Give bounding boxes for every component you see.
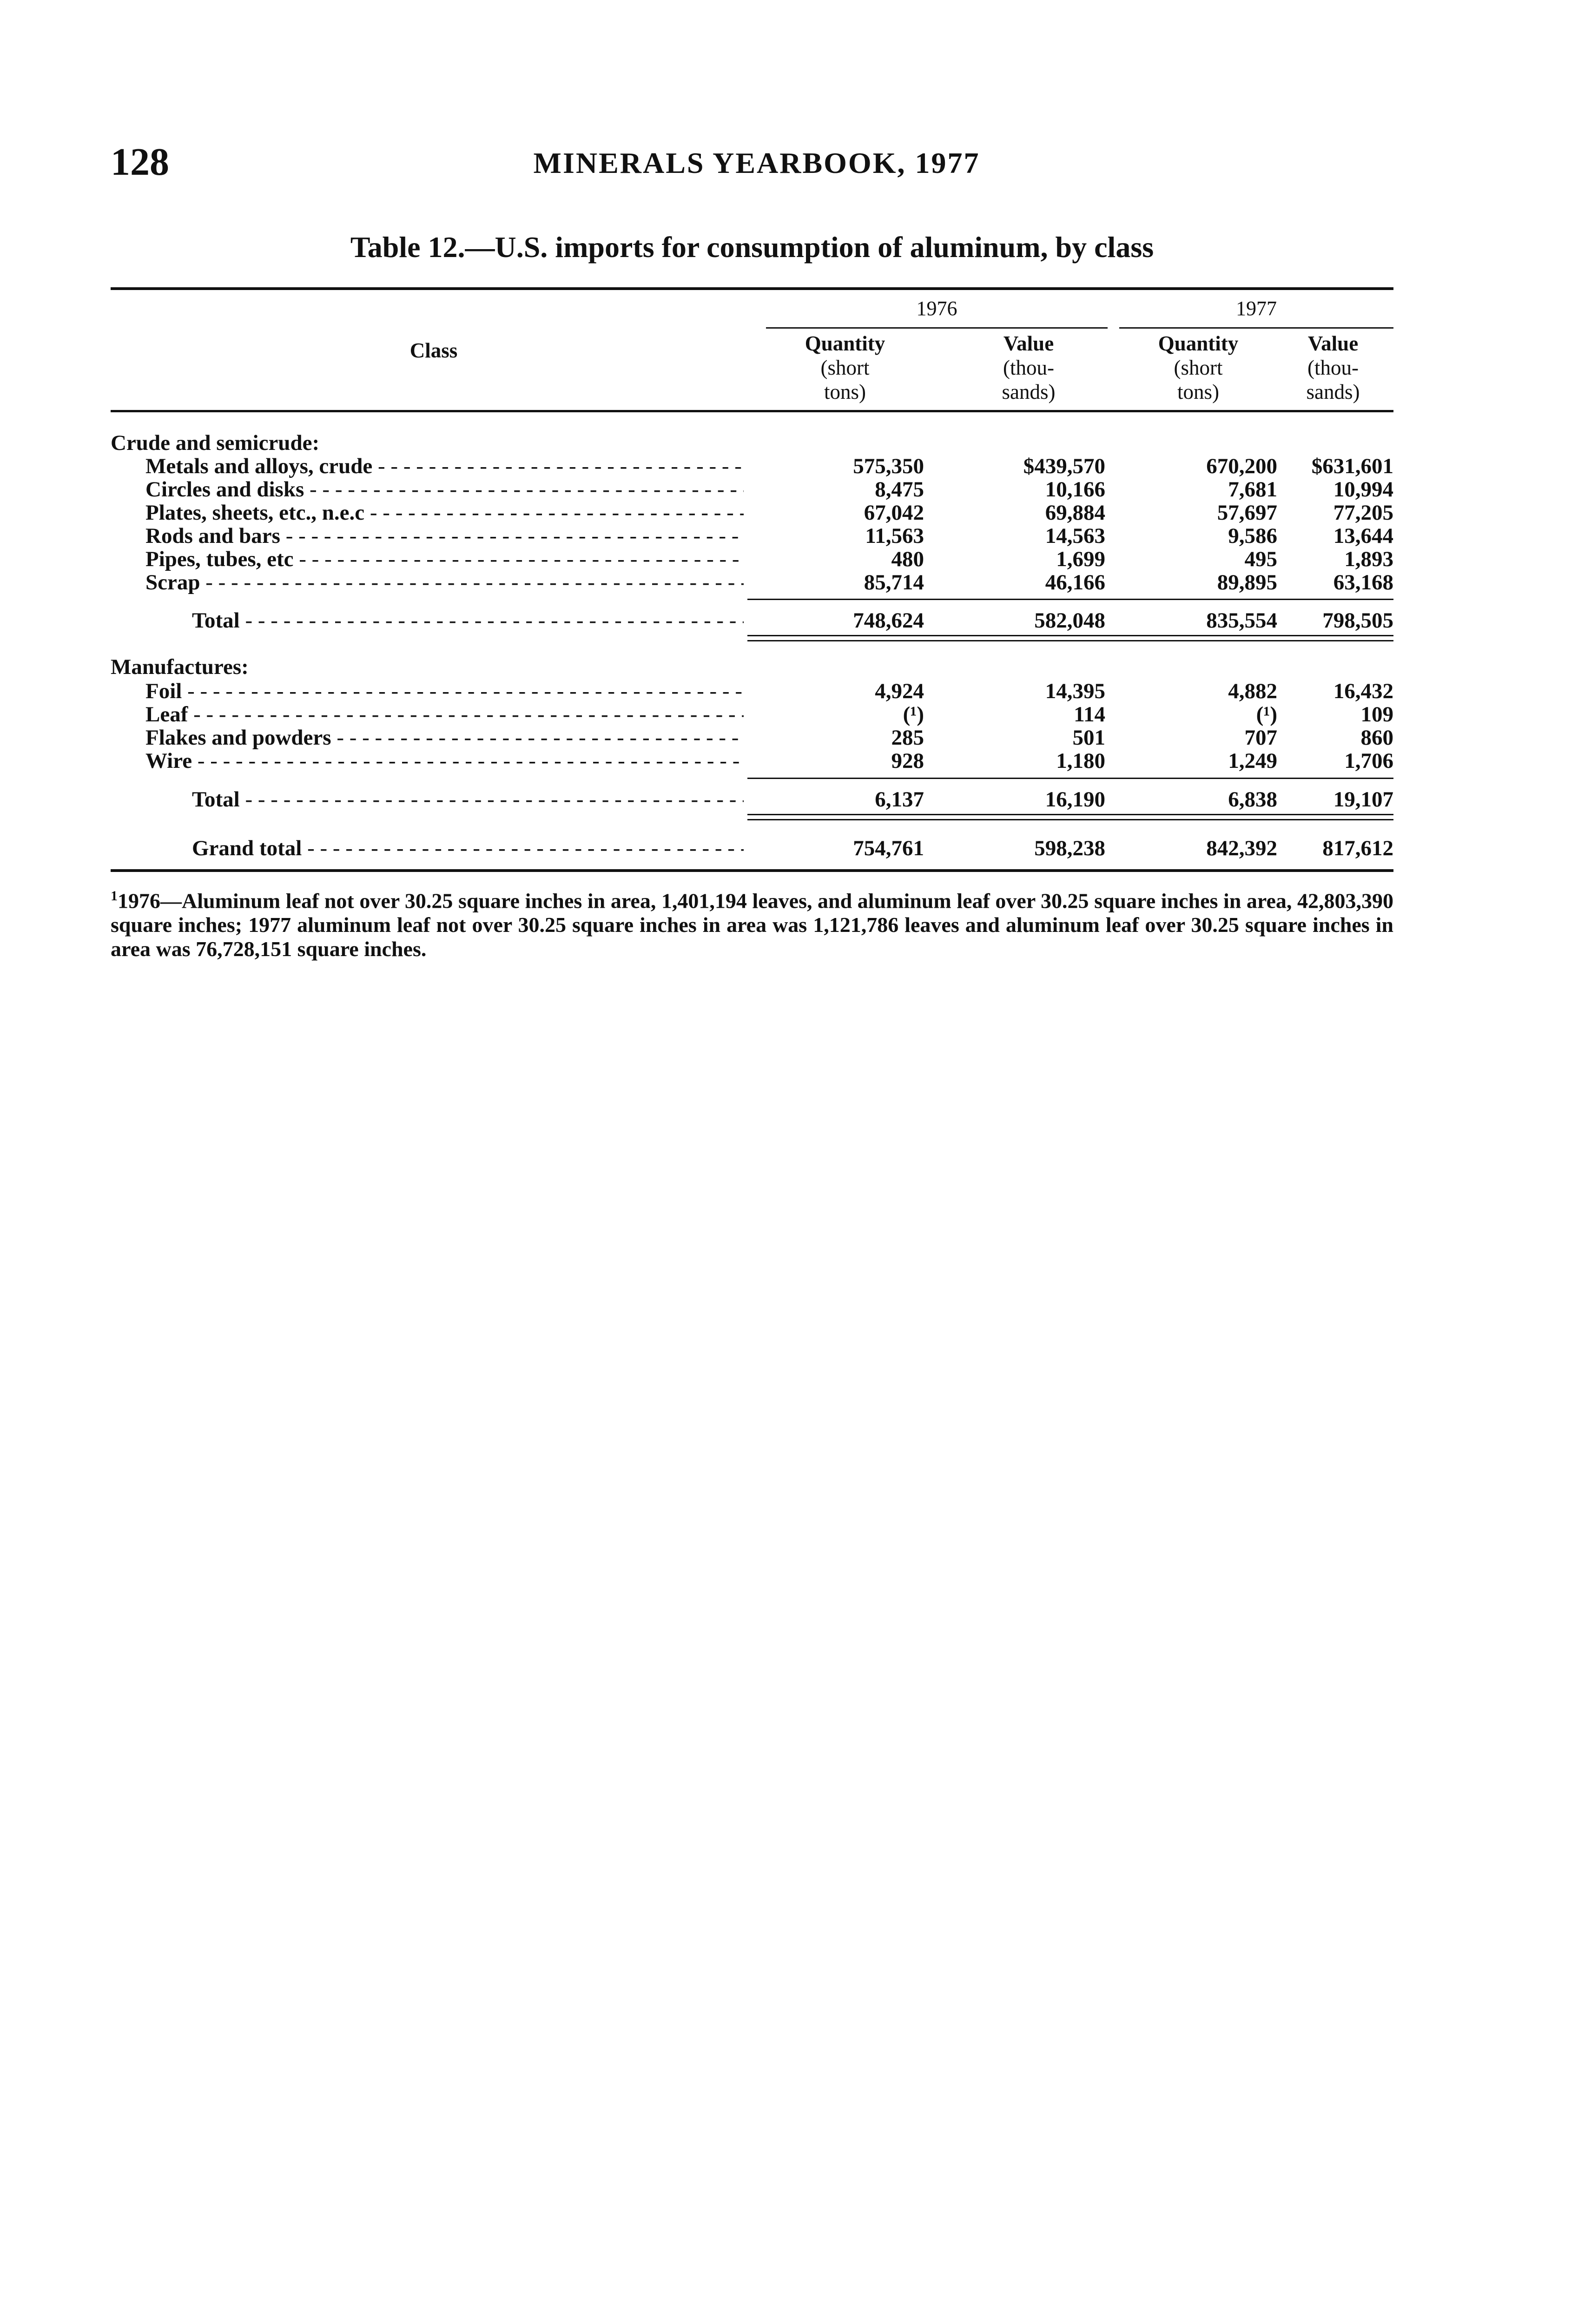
cell-value-1976: 582,048 bbox=[1034, 608, 1105, 633]
running-head bbox=[111, 139, 1403, 200]
column-header-line: Value bbox=[1003, 332, 1054, 355]
table-bottom-rule bbox=[111, 869, 1393, 872]
table-row bbox=[111, 679, 1393, 703]
cell-quantity-1977: 495 bbox=[1244, 547, 1277, 571]
total-row-manufactures bbox=[111, 787, 1393, 811]
column-header-quantity-1976 bbox=[766, 331, 924, 404]
cell-value-1977: 109 bbox=[1360, 702, 1393, 726]
cell-quantity-1976: 575,350 bbox=[853, 454, 924, 478]
row-label: Leaf - - - bbox=[111, 702, 744, 727]
table-row bbox=[111, 570, 1393, 594]
column-header-line: Quantity bbox=[1158, 332, 1239, 355]
section-heading-crude bbox=[111, 430, 1393, 455]
column-header-quantity-1977 bbox=[1119, 331, 1277, 404]
row-label: Rods and bars - - - bbox=[111, 523, 744, 548]
column-header-line: Quantity bbox=[805, 332, 885, 355]
year-rule-1977 bbox=[1119, 327, 1393, 329]
cell-quantity-1976: 928 bbox=[891, 749, 924, 773]
total-double-rule bbox=[747, 635, 1393, 641]
cell-value-1977: 798,505 bbox=[1322, 608, 1393, 633]
year-rule-1976 bbox=[766, 327, 1108, 329]
row-label: Grand total - - - bbox=[111, 836, 744, 861]
total-double-rule bbox=[747, 814, 1393, 820]
cell-value-1977: 1,706 bbox=[1344, 749, 1393, 773]
column-header-line: (short bbox=[820, 356, 870, 379]
row-label: Metals and alloys, crude - - - bbox=[111, 454, 744, 479]
cell-value-1976: 501 bbox=[1072, 726, 1105, 750]
table-top-rule bbox=[111, 287, 1393, 290]
cell-value-1977: 63,168 bbox=[1333, 570, 1393, 594]
cell-quantity-1977: 1,249 bbox=[1228, 749, 1277, 773]
cell-value-1977: 13,644 bbox=[1333, 524, 1393, 548]
cell-quantity-1976: 754,761 bbox=[853, 836, 924, 860]
cell-value-1976: 16,190 bbox=[1045, 787, 1105, 812]
header-bottom-rule bbox=[111, 410, 1393, 412]
cell-value-1976: $439,570 bbox=[1023, 454, 1105, 478]
cell-quantity-1976: 85,714 bbox=[864, 570, 924, 594]
cell-value-1976: 14,563 bbox=[1045, 524, 1105, 548]
cell-value-1977: 77,205 bbox=[1333, 501, 1393, 525]
year-header-1976: 1976 bbox=[916, 297, 957, 320]
cell-quantity-1976: (¹) bbox=[903, 702, 924, 726]
cell-quantity-1977: 707 bbox=[1244, 726, 1277, 750]
cell-quantity-1977: 842,392 bbox=[1206, 836, 1277, 860]
column-header-value-1976 bbox=[952, 331, 1105, 404]
table-footnote bbox=[111, 884, 1393, 961]
table-row bbox=[111, 454, 1393, 478]
row-label: Scrap - - - bbox=[111, 570, 744, 595]
cell-quantity-1977: 670,200 bbox=[1206, 454, 1277, 478]
row-label: Total - - - bbox=[111, 787, 744, 812]
cell-quantity-1977: 57,697 bbox=[1217, 501, 1277, 525]
column-header-class: Class bbox=[409, 339, 458, 362]
year-header-1977: 1977 bbox=[1236, 297, 1277, 320]
cell-quantity-1977: (¹) bbox=[1256, 702, 1277, 726]
cell-value-1976: 598,238 bbox=[1034, 836, 1105, 860]
cell-quantity-1976: 285 bbox=[891, 726, 924, 750]
cell-quantity-1976: 67,042 bbox=[864, 501, 924, 525]
section-heading-label: Manufactures: bbox=[111, 655, 249, 679]
row-label: Plates, sheets, etc., n.e.c - - - bbox=[111, 500, 744, 525]
total-row-crude bbox=[111, 608, 1393, 632]
page-number: 128 bbox=[111, 140, 169, 184]
cell-value-1976: 1,180 bbox=[1056, 749, 1105, 773]
cell-value-1976: 69,884 bbox=[1045, 501, 1105, 525]
footnote-marker: 1 bbox=[111, 888, 118, 904]
cell-value-1977: 16,432 bbox=[1333, 679, 1393, 703]
section-heading-manufactures bbox=[111, 654, 1393, 679]
subtotal-rule bbox=[747, 599, 1393, 600]
row-label: Circles and disks - - - bbox=[111, 477, 744, 502]
cell-quantity-1977: 7,681 bbox=[1228, 477, 1277, 502]
cell-quantity-1977: 6,838 bbox=[1228, 787, 1277, 812]
running-title: MINERALS YEARBOOK, 1977 bbox=[533, 146, 980, 179]
cell-quantity-1976: 4,924 bbox=[875, 679, 924, 703]
row-label: Flakes and powders - - - bbox=[111, 725, 744, 750]
column-header-line: sands) bbox=[1002, 380, 1056, 403]
footnote-text: 1976—Aluminum leaf not over 30.25 square inches in area, 1,401,194 leaves, and aluminum leaf over 30.25 square inches in area, 42,803,390 square inches; 1977 aluminum leaf not over 30.25 square inches in area was 1,121,786 leaves and aluminum leaf over 30.25 square inches in area was 76,728,151 square inches. bbox=[111, 889, 1393, 961]
cell-value-1977: 817,612 bbox=[1322, 836, 1393, 860]
table-row bbox=[111, 547, 1393, 571]
column-header-line: Value bbox=[1307, 332, 1359, 355]
cell-quantity-1977: 9,586 bbox=[1228, 524, 1277, 548]
table-row bbox=[111, 500, 1393, 524]
cell-value-1976: 10,166 bbox=[1045, 477, 1105, 502]
column-header-line: (thou- bbox=[1307, 356, 1359, 379]
cell-quantity-1976: 11,563 bbox=[865, 524, 924, 548]
cell-quantity-1976: 748,624 bbox=[853, 608, 924, 633]
table-row bbox=[111, 748, 1393, 772]
cell-quantity-1976: 8,475 bbox=[875, 477, 924, 502]
cell-value-1977: 10,994 bbox=[1333, 477, 1393, 502]
table-row bbox=[111, 725, 1393, 749]
cell-quantity-1977: 835,554 bbox=[1206, 608, 1277, 633]
cell-value-1977: $631,601 bbox=[1311, 454, 1393, 478]
table-row bbox=[111, 523, 1393, 548]
cell-quantity-1976: 6,137 bbox=[875, 787, 924, 812]
cell-quantity-1977: 89,895 bbox=[1217, 570, 1277, 594]
row-label: Total - - - bbox=[111, 608, 744, 633]
section-heading-label: Crude and semicrude: bbox=[111, 431, 320, 455]
column-header-line: (thou- bbox=[1003, 356, 1054, 379]
row-label: Wire - - - bbox=[111, 748, 744, 773]
column-header-line: (short bbox=[1174, 356, 1223, 379]
row-label: Pipes, tubes, etc - - - bbox=[111, 547, 744, 572]
subtotal-rule bbox=[747, 778, 1393, 779]
cell-value-1977: 19,107 bbox=[1333, 787, 1393, 812]
cell-value-1977: 1,893 bbox=[1344, 547, 1393, 571]
cell-value-1977: 860 bbox=[1360, 726, 1393, 750]
cell-quantity-1977: 4,882 bbox=[1228, 679, 1277, 703]
cell-value-1976: 14,395 bbox=[1045, 679, 1105, 703]
column-header-line: sands) bbox=[1306, 380, 1360, 403]
column-header-line: tons) bbox=[824, 380, 866, 403]
grand-total-row bbox=[111, 836, 1393, 860]
table-title: Table 12.—U.S. imports for consumption of aluminum, by class bbox=[350, 231, 1154, 264]
column-header-value-1977 bbox=[1273, 331, 1393, 404]
cell-value-1976: 46,166 bbox=[1045, 570, 1105, 594]
cell-value-1976: 114 bbox=[1074, 702, 1105, 726]
table-row bbox=[111, 702, 1393, 726]
table-row bbox=[111, 477, 1393, 501]
column-header-line: tons) bbox=[1177, 380, 1219, 403]
cell-quantity-1976: 480 bbox=[891, 547, 924, 571]
cell-value-1976: 1,699 bbox=[1056, 547, 1105, 571]
row-label: Foil - - - bbox=[111, 679, 744, 704]
